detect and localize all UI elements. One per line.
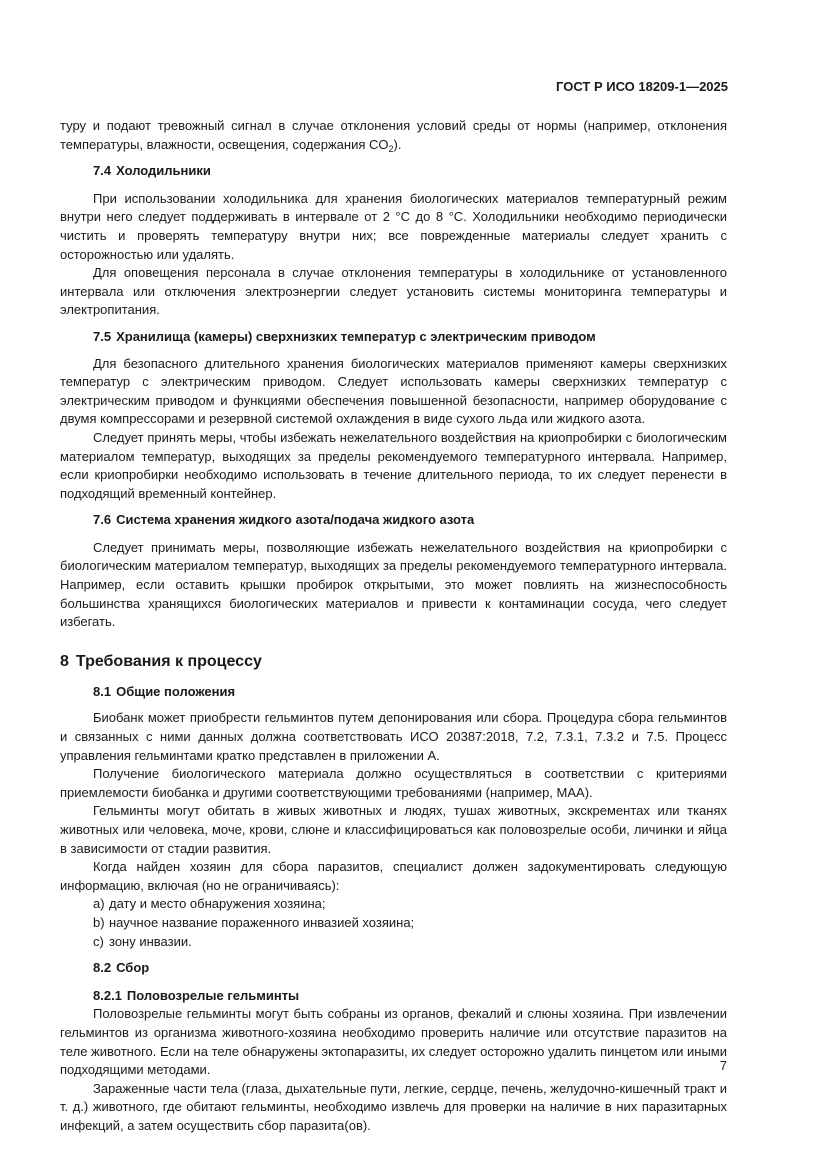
heading-8-2-1 xyxy=(60,987,727,1006)
heading-7-5 xyxy=(60,328,727,347)
intro-paragraph xyxy=(60,117,727,154)
heading-number: 8.2 xyxy=(93,960,112,976)
list-item xyxy=(60,933,727,952)
list-text: научное название пораженного инвазией хозяина; xyxy=(109,914,415,930)
heading-title: Хранилища (камеры) сверхнизких температур с электрическим приводом xyxy=(116,328,596,344)
list-text: дату и место обнаружения хозяина; xyxy=(109,896,326,912)
paragraph-7-6-1: Следует принимать меры, позволяющие избежать нежелательного воздействия на криопробирки с биологическим материалом температур, выходящих за пределы рекомендуемого температурного интервала. Например, если оставить крышки пробирок открытыми, это может повлиять на жизнеспособность большинства хранящихся биологических материалов и привести к контаминации сосуда, чего следует избегать. xyxy=(60,539,727,630)
document-id-header: ГОСТ Р ИСО 18209-1—2025 xyxy=(556,79,728,94)
list-marker: b) xyxy=(93,914,105,930)
paragraph-7-5-2: Следует принять меры, чтобы избежать нежелательного воздействия на криопробирки с биологическим материалом температур, выходящих за пределы рекомендуемого температурного интервала. Например, если криопробирки необходимо использовать в течение длительного периода, то их следует перенести в подходящий временный контейнер. xyxy=(60,429,727,501)
heading-title: Сбор xyxy=(116,960,150,976)
heading-title: Половозрелые гельминты xyxy=(126,987,300,1003)
list-marker: c) xyxy=(93,933,104,949)
heading-title: Система хранения жидкого азота/подача жидкого азота xyxy=(116,512,475,528)
paragraph-8-1-2: Получение биологического материала должно осуществляться в соответствии с критериями приемлемости биобанка и другими соответствующими требованиями (например, МАА). xyxy=(60,766,727,800)
list-marker: a) xyxy=(93,896,105,912)
intro-text: туру и подают тревожный сигнал в случае отклонения условий среды от нормы (например, отклонения температуры, влажности, освещения, содержания CO xyxy=(60,118,727,152)
paragraph-7-5-1: Для безопасного длительного хранения биологических материалов применяют камеры сверхнизких температур с электрическим приводом. Следует использовать камеры сверхнизких температур с электрическим приводом и функциями обеспечения повышенной безопасности, например оборудование с двумя компрессорами и резервной системой охлаждения в виде сухого льда или жидкого азота. xyxy=(60,355,727,427)
paragraph-8-1-4: Когда найден хозяин для сбора паразитов, специалист должен задокументировать следующую информацию, включая (но не ограничиваясь): xyxy=(60,859,727,893)
paragraph-8-2-1-2: Зараженные части тела (глаза, дыхательные пути, легкие, сердце, печень, желудочно-кишечный тракт и т. д.) животного, где обитают гельминты, необходимо извлечь для проверки на наличие в них паразитарных инфекций, а затем осуществить сбор паразита(ов). xyxy=(60,1080,727,1133)
heading-8 xyxy=(60,652,727,672)
list-item xyxy=(60,895,727,914)
paragraph-8-1-3: Гельминты могут обитать в живых животных и людях, тушах животных, экскрементах или тканях животных или человека, моче, крови, слюне и классифицироваться как половозрелые особи, личинки и яйца в зависимости от стадии развития. xyxy=(60,803,727,856)
paragraph-7-4-2: Для оповещения персонала в случае отклонения температуры в холодильнике от установленного интервала или отключения электроэнергии следует установить системы мониторинга температуры и электропитания. xyxy=(60,265,727,318)
heading-number: 7.6 xyxy=(93,512,112,528)
heading-number: 8 xyxy=(60,652,69,670)
heading-8-2 xyxy=(60,959,727,978)
co2-subscript: 2 xyxy=(388,143,394,154)
heading-number: 8.1 xyxy=(93,683,112,699)
heading-number: 7.5 xyxy=(93,328,112,344)
paragraph-8-1-1: Биобанк может приобрести гельминтов путем депонирования или сбора. Процедура сбора гельминтов и связанных с ними данных должна соответствовать ИСО 20387:2018, 7.2, 7.3.1, 7.3.2 и 7.5. Процесс управления гельминтами кратко представлен в приложении А. xyxy=(60,710,727,763)
intro-text-end: ). xyxy=(393,136,402,152)
page-number: 7 xyxy=(719,1058,727,1073)
heading-8-1 xyxy=(60,683,727,702)
heading-7-4 xyxy=(60,162,727,181)
paragraph-7-4-1: При использовании холодильника для хранения биологических материалов температурный режим внутри него следует поддерживать в интервале от 2 °C до 8 °C. Холодильники необходимо периодически чистить и проверять температуру внутри них; все поврежденные материалы следует хранить с осторожностью или удалять. xyxy=(60,190,727,262)
paragraph-8-2-1-1: Половозрелые гельминты могут быть собраны из органов, фекалий и слюны хозяина. При извлечении гельминтов из организма животного-хозяина необходимо проверить наличие или отсутствие паразитов на теле животного. Если на теле обнаружены эктопаразиты, их следует осторожно удалить пинцетом или иными подходящими методами. xyxy=(60,1006,727,1078)
list-item xyxy=(60,914,727,933)
heading-number: 8.2.1 xyxy=(93,987,122,1003)
list-text: зону инвазии. xyxy=(109,933,192,949)
heading-number: 7.4 xyxy=(93,163,112,179)
heading-title: Холодильники xyxy=(116,163,211,179)
heading-7-6 xyxy=(60,511,727,530)
heading-title: Требования к процессу xyxy=(75,652,262,670)
heading-title: Общие положения xyxy=(116,683,236,699)
page-content xyxy=(60,117,727,1136)
